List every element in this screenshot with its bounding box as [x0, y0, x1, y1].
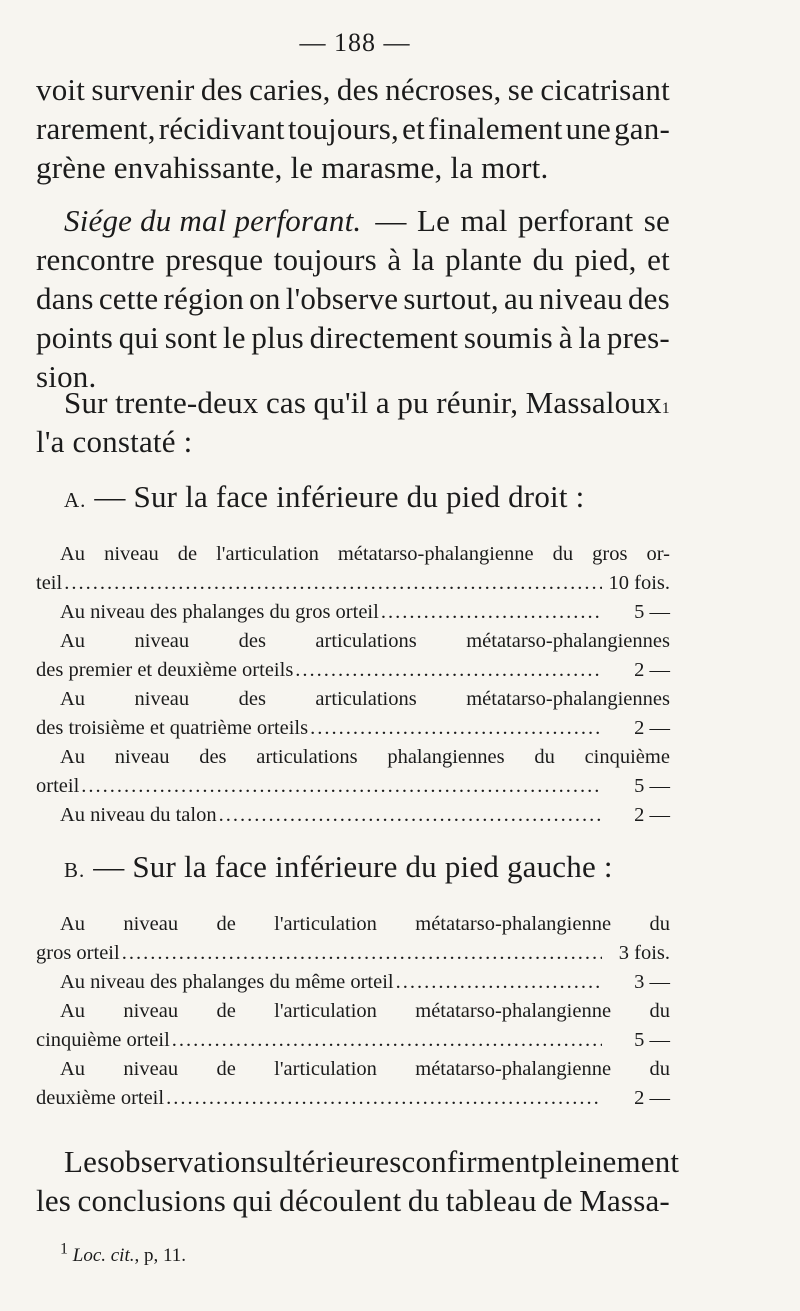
paragraph-line: [36, 109, 670, 148]
footnote: [60, 1240, 187, 1267]
location-label: Au niveau des phalanges du gros orteil: [60, 601, 379, 623]
word: articulations: [256, 746, 358, 768]
word: Au: [60, 1058, 86, 1080]
word: perforant: [517, 203, 634, 238]
word: qu'il: [313, 385, 369, 420]
word: Au: [60, 688, 86, 710]
word: l'observe: [285, 281, 399, 316]
word: le: [222, 320, 246, 355]
word: soumis: [463, 320, 553, 355]
word: niveau: [134, 630, 190, 652]
word: phalangiennes: [387, 746, 505, 768]
paragraph-line: [36, 1181, 670, 1220]
word: Les: [64, 1144, 110, 1179]
word: cinquième: [584, 746, 670, 768]
table-row-first-line: [36, 627, 670, 656]
location-label: cinquième orteil: [36, 1029, 170, 1051]
table-row-leader-line: [36, 939, 670, 968]
word: articulations: [315, 688, 417, 710]
word: des: [336, 72, 379, 107]
location-label: orteil: [36, 775, 80, 797]
word: au: [504, 281, 534, 316]
word: métatarso-phalangienne: [415, 1058, 612, 1080]
word: les: [36, 1183, 72, 1218]
word: mal: [460, 203, 508, 238]
word: du: [532, 242, 564, 277]
word: Le: [416, 203, 451, 238]
location-label: Au niveau du talon: [60, 804, 217, 826]
location-label: des troisième et quatrième orteils: [36, 717, 309, 739]
dot-leader: [122, 939, 602, 968]
dot-leader: [295, 656, 602, 685]
word: métatarso-phalangiennes: [466, 688, 670, 710]
table-row-first-line: [36, 685, 670, 714]
word: gan-: [614, 111, 670, 146]
word: pied,: [574, 242, 637, 277]
word: niveau: [114, 746, 170, 768]
word: l'articulation: [274, 913, 377, 935]
word: niveau: [134, 688, 190, 710]
word: niveau: [538, 281, 623, 316]
table-row: [36, 997, 670, 1055]
word: pleinement: [539, 1144, 680, 1179]
word: se: [507, 72, 535, 107]
word: du: [649, 1058, 670, 1080]
case-count: 5 —: [634, 775, 670, 797]
word: surtout,: [403, 281, 499, 316]
word: niveau: [123, 1000, 179, 1022]
table-row: [36, 685, 670, 743]
word: Massa-: [579, 1183, 670, 1218]
word: caries,: [249, 72, 331, 107]
word: ultérieures: [268, 1144, 402, 1179]
footnote-number: 1: [60, 1240, 68, 1258]
word: cas: [265, 385, 307, 420]
word: l'articulation: [216, 543, 319, 565]
dot-leader: [381, 598, 602, 627]
word: niveau: [123, 1058, 179, 1080]
word: des: [199, 746, 227, 768]
location-label: deuxième orteil: [36, 1087, 165, 1109]
word: du: [552, 543, 574, 565]
word: récidivant: [158, 111, 285, 146]
word: pres-: [606, 320, 670, 355]
word: gros: [592, 543, 628, 565]
table-row-leader-line: [36, 714, 670, 743]
table-row-first-line: [36, 540, 670, 569]
paragraph-first-line: [36, 201, 670, 240]
dot-leader: [219, 801, 602, 830]
word: de: [216, 1000, 236, 1022]
word: à: [558, 320, 573, 355]
dot-leader: [172, 1026, 602, 1055]
word: rarement,: [36, 111, 156, 146]
table-row-leader-line: [36, 968, 670, 997]
location-label: gros orteil: [36, 942, 120, 964]
word: du: [649, 913, 670, 935]
word: qui: [232, 1183, 273, 1218]
word: finalement: [427, 111, 563, 146]
dot-leader: [166, 1084, 602, 1113]
section-a-letter: A.: [64, 488, 87, 512]
case-count: 5 —: [634, 601, 670, 623]
table-row-first-line: [36, 1055, 670, 1084]
word: des: [238, 688, 266, 710]
word: plante: [445, 242, 523, 277]
word: région: [163, 281, 244, 316]
word: Au: [60, 746, 86, 768]
paragraph-line: [36, 279, 670, 318]
dot-leader: [396, 968, 602, 997]
word: une: [565, 111, 611, 146]
word: des: [238, 630, 266, 652]
word: survenir: [91, 72, 195, 107]
word: niveau: [104, 543, 159, 565]
word: la: [411, 242, 435, 277]
paragraph-line: sion.: [36, 359, 97, 394]
word: Au: [60, 543, 86, 565]
word: des: [627, 281, 670, 316]
word: à: [387, 242, 402, 277]
word: de: [216, 1058, 236, 1080]
table-row-first-line: [36, 910, 670, 939]
paragraph-line: [36, 70, 670, 109]
paragraph-siege: [36, 201, 670, 396]
word: toujours: [273, 242, 377, 277]
paragraph-conclusion: [36, 1142, 680, 1220]
case-count: 2 —: [634, 804, 670, 826]
word: cette: [98, 281, 159, 316]
word: Massaloux: [525, 385, 662, 420]
case-count: 2 —: [634, 1087, 670, 1109]
word: réunir,: [436, 385, 519, 420]
word: tableau: [445, 1183, 537, 1218]
word: Sur: [64, 385, 108, 420]
table-row: [36, 968, 670, 997]
table-row: [36, 743, 670, 801]
word: pu: [397, 385, 429, 420]
word: de: [216, 913, 236, 935]
footnote-page: , p, 11.: [134, 1245, 187, 1266]
word: et: [647, 242, 670, 277]
paragraph-line: [36, 318, 670, 357]
table-row-leader-line: [36, 569, 670, 598]
table-row: [36, 1055, 670, 1113]
word: directement: [309, 320, 459, 355]
word: des: [200, 72, 243, 107]
table-row-leader-line: [36, 772, 670, 801]
table-row: [36, 598, 670, 627]
table-row: [36, 910, 670, 968]
word: l'articulation: [274, 1000, 377, 1022]
location-label: Au niveau des phalanges du même orteil: [60, 971, 394, 993]
word: et: [402, 111, 425, 146]
section-b-heading: [36, 847, 670, 886]
word: du: [407, 1183, 440, 1218]
case-count: 3 —: [634, 971, 670, 993]
word: du: [534, 746, 555, 768]
word: dans: [36, 281, 94, 316]
table-row-first-line: [36, 997, 670, 1026]
word: de: [177, 543, 198, 565]
paragraph-first-line-text: [375, 201, 670, 240]
word: articulations: [315, 630, 417, 652]
section-a-heading: [36, 477, 670, 516]
word: toujours,: [287, 111, 400, 146]
word: qui: [118, 320, 159, 355]
word: conclusions: [77, 1183, 227, 1218]
word: trente-deux: [115, 385, 259, 420]
word: cicatrisant: [540, 72, 670, 107]
paragraph-line: [36, 240, 670, 279]
section-a-title: — Sur la face inférieure du pied droit :: [94, 479, 585, 514]
paragraph-massaloux: [36, 383, 670, 461]
word: a: [375, 385, 390, 420]
section-b-title: — Sur la face inférieure du pied gauche :: [93, 849, 613, 884]
word: métatarso-phalangienne: [415, 1000, 612, 1022]
word: de: [543, 1183, 573, 1218]
word: niveau: [123, 913, 179, 935]
table-row-leader-line: [36, 598, 670, 627]
case-count: 3 fois.: [618, 942, 670, 964]
paragraph-line: l'a constaté :: [36, 424, 193, 459]
case-count: 10 fois.: [608, 572, 670, 594]
paragraph-first-line-text: [64, 383, 662, 422]
word: Au: [60, 1000, 86, 1022]
word: or-: [646, 543, 670, 565]
page-number: — 188 —: [299, 28, 411, 57]
paragraph-line: grène envahissante, le marasme, la mort.: [36, 150, 549, 185]
word: métatarso-phalangienne: [415, 913, 612, 935]
case-count: 5 —: [634, 1029, 670, 1051]
table-row: [36, 801, 670, 830]
table-row-leader-line: [36, 1026, 670, 1055]
word: voit: [36, 72, 86, 107]
word: du: [649, 1000, 670, 1022]
table-section-b: [36, 910, 670, 1113]
paragraph-intro: [36, 70, 670, 187]
location-label: des premier et deuxième orteils: [36, 659, 294, 681]
word: —: [375, 203, 407, 238]
word: l'articulation: [274, 1058, 377, 1080]
word: métatarso-phalangiennes: [466, 630, 670, 652]
word: confirment: [401, 1144, 540, 1179]
word: observations: [109, 1144, 269, 1179]
word: nécroses,: [385, 72, 502, 107]
location-label: teil: [36, 572, 63, 594]
paragraph-first-line: Sur trente-deux cas qu'il a pu réunir, Massaloux 1: [64, 385, 670, 420]
section-b-letter: B.: [64, 858, 86, 882]
section-heading-siege: Siége du mal perforant.: [64, 203, 362, 238]
section-a-line: [36, 477, 670, 516]
word: la: [578, 320, 602, 355]
table-row-leader-line: [36, 656, 670, 685]
word: presque: [165, 242, 264, 277]
word: on: [249, 281, 281, 316]
table-row: [36, 627, 670, 685]
word: Au: [60, 913, 86, 935]
word: métatarso-phalangienne: [337, 543, 534, 565]
table-row-leader-line: [36, 1084, 670, 1113]
dot-leader: [81, 772, 602, 801]
word: découlent: [279, 1183, 402, 1218]
footnote-ref: Loc. cit.: [72, 1245, 135, 1266]
case-count: 2 —: [634, 717, 670, 739]
word: plus: [251, 320, 304, 355]
table-row: [36, 540, 670, 598]
dot-leader: [310, 714, 602, 743]
section-b-line: [36, 847, 670, 886]
dot-leader: [64, 569, 602, 598]
word: rencontre: [36, 242, 155, 277]
table-section-a: [36, 540, 670, 830]
word: Au: [60, 630, 86, 652]
case-count: 2 —: [634, 659, 670, 681]
word: points: [36, 320, 113, 355]
word: sont: [164, 320, 218, 355]
table-row-leader-line: [36, 801, 670, 830]
word: se: [643, 203, 670, 238]
table-row-first-line: [36, 743, 670, 772]
paragraph-line: [36, 1142, 680, 1181]
